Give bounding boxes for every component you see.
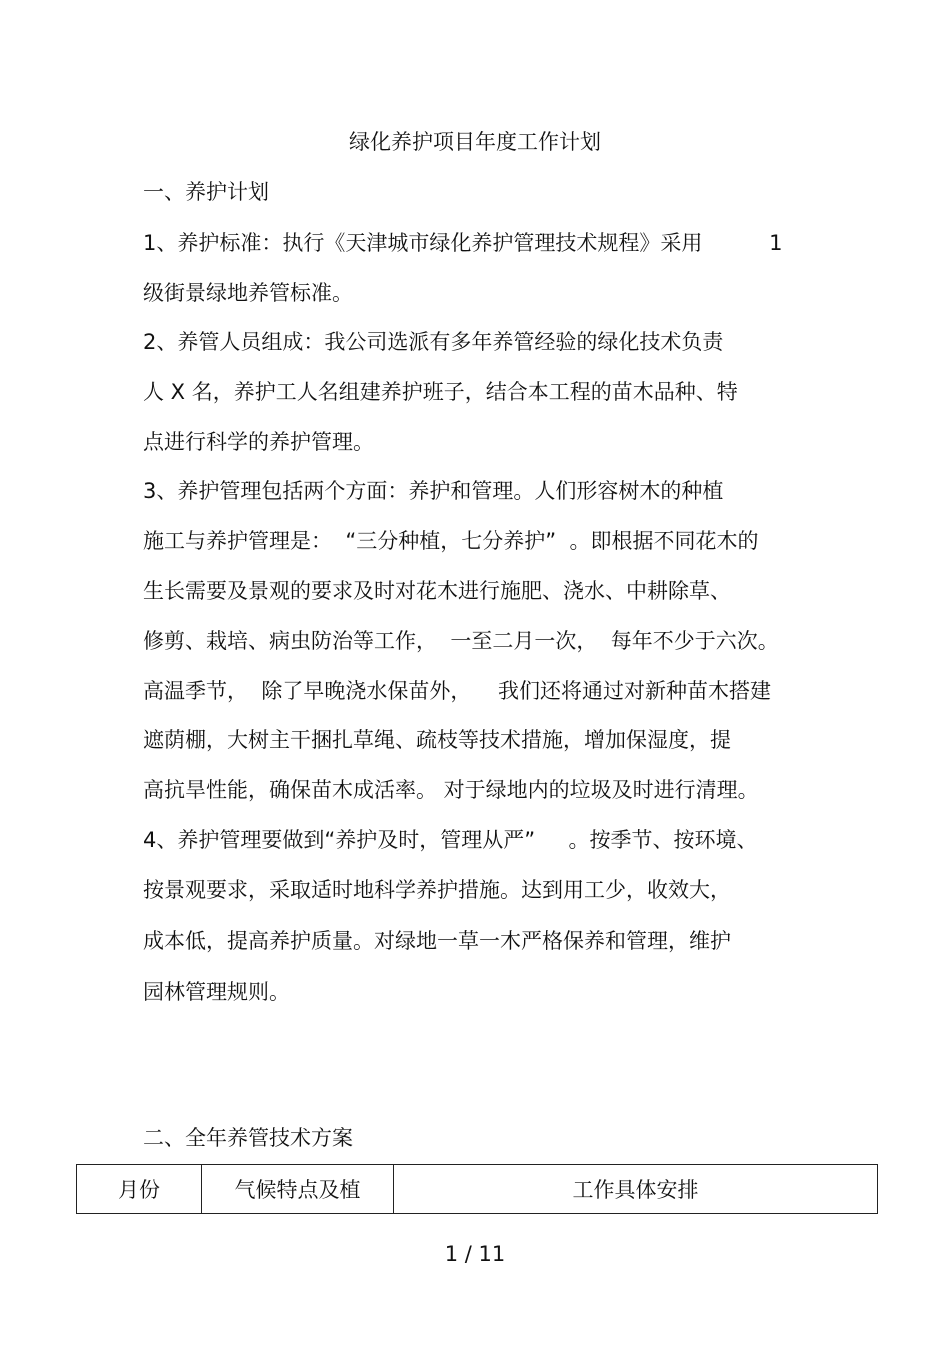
paragraph-line: 按景观要求，采取适时地科学养护措施。达到用工少，收效大， [143,878,731,902]
paragraph-line: 2、养管人员组成：我公司选派有多年养管经验的绿化技术负责 [143,330,724,354]
section-heading-plan: 一、养护计划 [143,180,269,204]
paragraph-line: 遮荫棚，大树主干捆扎草绳、疏枝等技术措施，增加保湿度，提 [143,728,731,752]
table-header-row [77,1165,878,1214]
paragraph-line: 修剪、栽培、病虫防治等工作， 一至二月一次， 每年不少于六次。 [143,629,779,653]
annual-scheme-table [76,1164,878,1214]
paragraph-line: 高温季节， 除了早晚浇水保苗外， 我们还将通过对新种苗木搭建 [143,679,772,703]
table-header-month: 月份 [77,1165,202,1214]
paragraph-line: 点进行科学的养护管理。 [143,430,374,454]
paragraph-line: 人 X 名，养护工人名组建养护班子，结合本工程的苗木品种、特 [143,380,738,404]
paragraph-line: 成本低，提高养护质量。对绿地一草一木严格保养和管理，维护 [143,929,731,953]
paragraph-line: 施工与养护管理是： “三分种植，七分养护” 。即根据不同花木的 [143,529,759,553]
table-header-climate: 气候特点及植 [202,1165,394,1214]
page-number: 1 / 11 [444,1242,506,1266]
table-header-work-arrangement: 工作具体安排 [394,1165,878,1214]
document-title: 绿化养护项目年度工作计划 [349,130,601,154]
paragraph-line: 1、养护标准：执行《天津城市绿化养护管理技术规程》采用 1 [143,231,783,255]
paragraph-line: 生长需要及景观的要求及时对花木进行施肥、浇水、中耕除草、 [143,579,731,603]
paragraph-line: 高抗旱性能，确保苗木成活率。 对于绿地内的垃圾及时进行清理。 [143,778,759,802]
paragraph-line: 园林管理规则。 [143,980,290,1004]
paragraph-line: 3、养护管理包括两个方面：养护和管理。人们形容树木的种植 [143,479,724,503]
paragraph-line: 级街景绿地养管标准。 [143,281,353,305]
section-heading-annual-scheme: 二、全年养管技术方案 [143,1126,353,1150]
paragraph-line: 4、养护管理要做到“养护及时，管理从严” 。按季节、按环境、 [143,828,758,852]
